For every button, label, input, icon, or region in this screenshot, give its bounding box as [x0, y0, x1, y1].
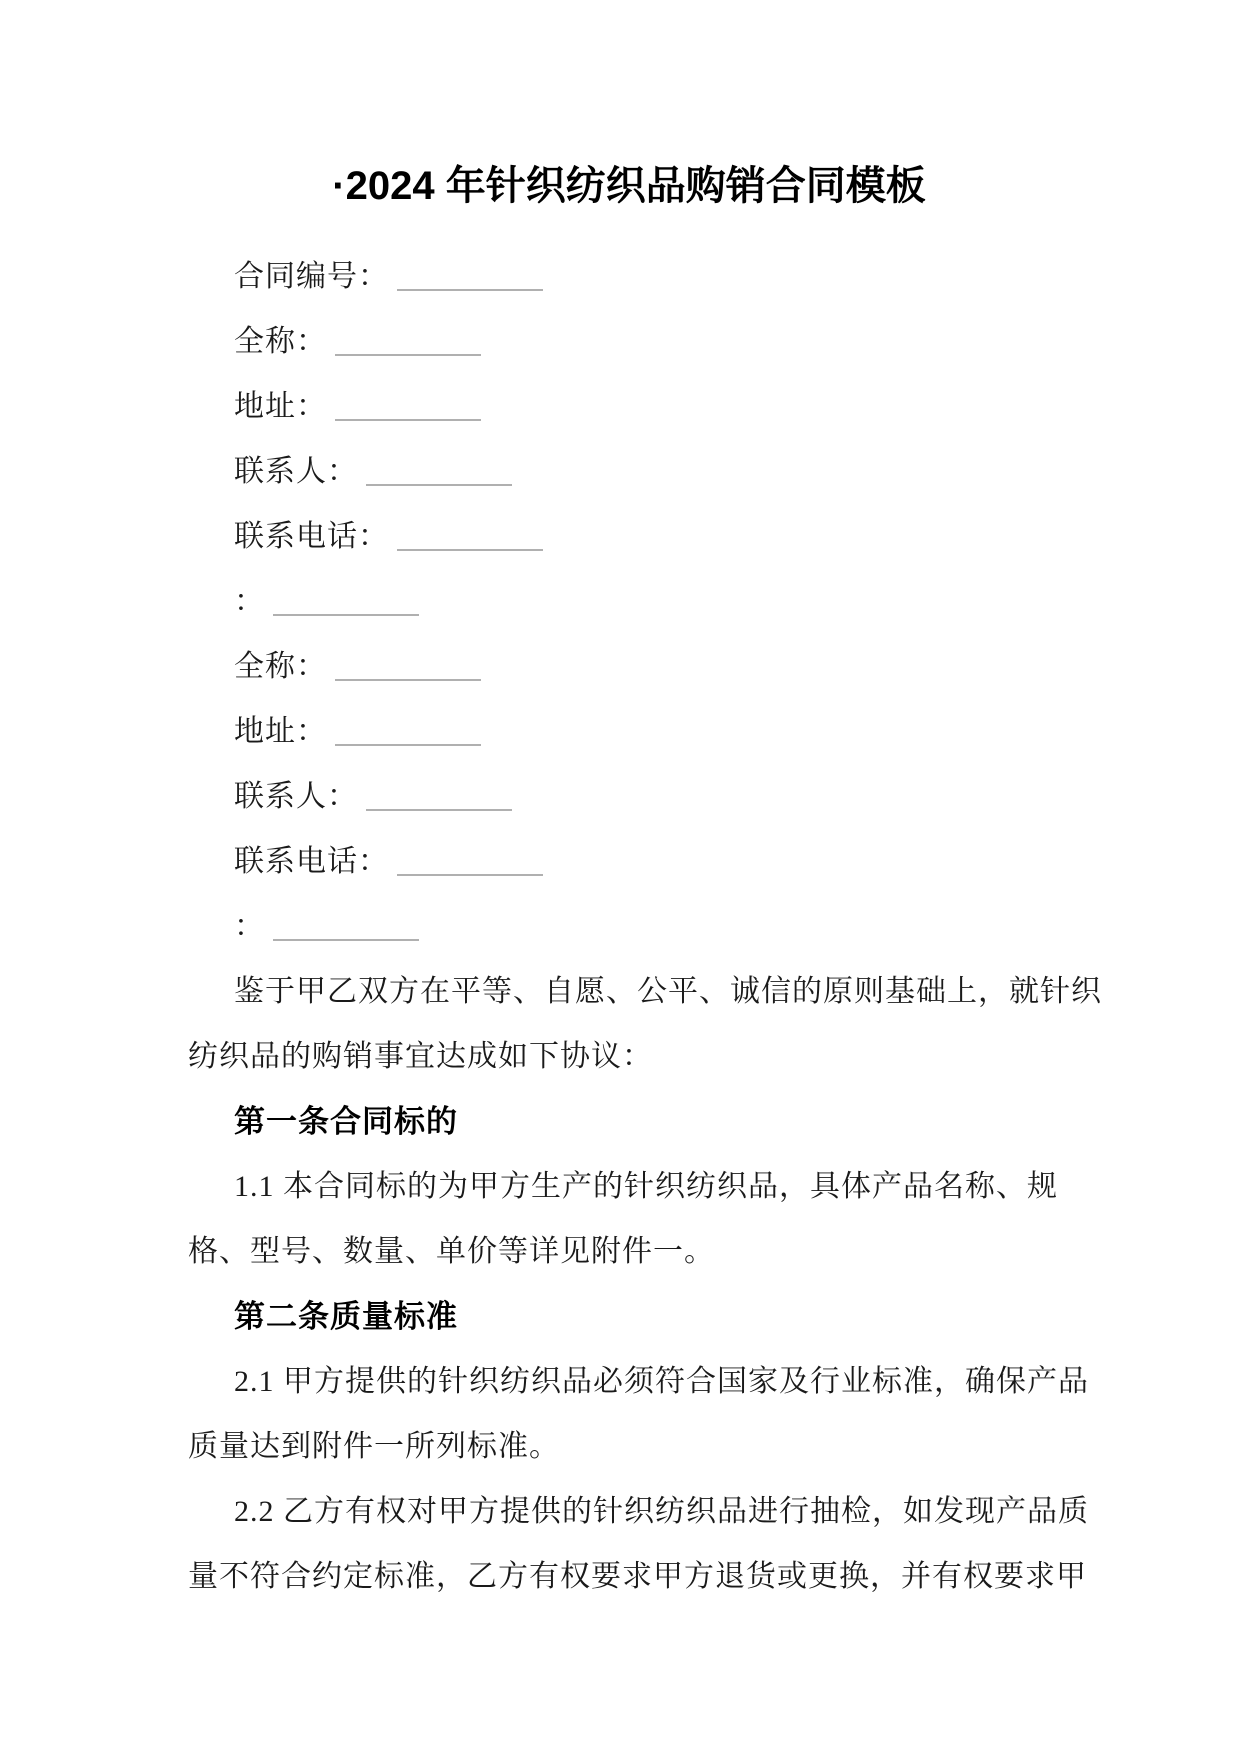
field-blank-underline[interactable]	[397, 838, 543, 876]
paragraph-line: 格、型号、数量、单价等详见附件一。	[188, 1235, 715, 1268]
field-blank-underline[interactable]	[397, 253, 543, 291]
field-label: 地址：	[234, 390, 327, 423]
field-blank-underline[interactable]	[273, 903, 419, 941]
field-label: 全称：	[234, 650, 327, 683]
field-label: 联系人：	[234, 455, 358, 488]
field-row	[188, 309, 1070, 374]
paragraph-line: 鉴于甲乙双方在平等、自愿、公平、诚信的原则基础上，就针织	[234, 975, 1102, 1008]
field-label: 联系电话：	[234, 520, 389, 553]
field-row	[188, 374, 1070, 439]
field-row	[188, 504, 1070, 569]
field-label: ：	[234, 585, 265, 618]
field-row	[188, 894, 1070, 959]
field-blank-underline[interactable]	[335, 383, 481, 421]
field-label: 联系电话：	[234, 845, 389, 878]
field-blank-underline[interactable]	[366, 448, 512, 486]
paragraph-line: 2.1 甲方提供的针织纺织品必须符合国家及行业标准，确保产品	[234, 1365, 1089, 1398]
field-row	[188, 569, 1070, 634]
field-blank-underline[interactable]	[397, 513, 543, 551]
field-blank-underline[interactable]	[335, 708, 481, 746]
field-row	[188, 699, 1070, 764]
field-label: 地址：	[234, 715, 327, 748]
paragraph-line: 纺织品的购销事宜达成如下协议：	[188, 1040, 653, 1073]
section-heading: 第一条合同标的	[234, 1104, 458, 1139]
field-row	[188, 244, 1070, 309]
field-row	[188, 829, 1070, 894]
section-heading: 第二条质量标准	[234, 1299, 458, 1334]
field-blank-underline[interactable]	[335, 318, 481, 356]
field-label: ：	[234, 910, 265, 943]
field-label: 全称：	[234, 325, 327, 358]
paragraph-line: 质量达到附件一所列标准。	[188, 1430, 560, 1463]
contract-body-section	[188, 959, 1102, 1609]
field-blank-underline[interactable]	[335, 643, 481, 681]
field-blank-underline[interactable]	[273, 578, 419, 616]
paragraph-line: 1.1 本合同标的为甲方生产的针织纺织品，具体产品名称、规	[234, 1170, 1058, 1203]
field-row	[188, 634, 1070, 699]
field-label: 联系人：	[234, 780, 358, 813]
field-row	[188, 439, 1070, 504]
document-title: ·2024 年针织纺织品购销合同模板	[332, 164, 926, 208]
paragraph-line: 2.2 乙方有权对甲方提供的针织纺织品进行抽检，如发现产品质	[234, 1495, 1089, 1528]
field-row	[188, 764, 1070, 829]
paragraph-line: 量不符合约定标准，乙方有权要求甲方退货或更换，并有权要求甲	[188, 1560, 1087, 1593]
field-label: 合同编号：	[234, 260, 389, 293]
field-blank-underline[interactable]	[366, 773, 512, 811]
party-fields-section	[188, 244, 1070, 959]
